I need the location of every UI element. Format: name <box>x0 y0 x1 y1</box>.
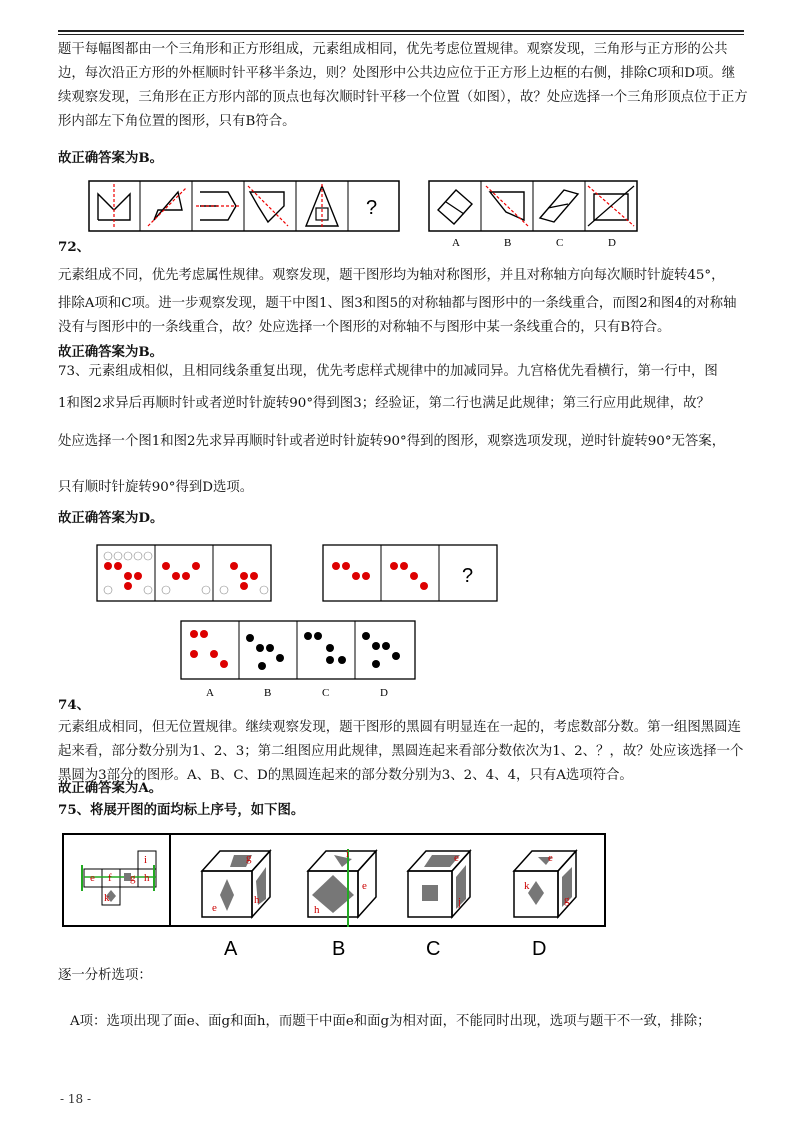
q73-line-1: 73、元素组成相似，且相同线条重复出现，优先考虑样式规律中的加减同异。九宫格优先看横行，第一行中，图 <box>58 364 718 379</box>
q75-option-a-analysis: A项：选项出现了面e、面g和面h，而题干中面e和面g为相对面，不能同时出现，选项与题干不一致，排除； <box>70 1014 711 1029</box>
svg-text:h: h <box>254 894 260 906</box>
q75-option-c: C <box>426 938 441 960</box>
q74-number: 74、 <box>58 697 91 713</box>
svg-text:i: i <box>346 848 350 860</box>
q73-stem-row-2 <box>322 544 498 602</box>
q73-answer: 故正确答案为D。 <box>58 510 164 526</box>
q73-line-2: 1和图2求异后再顺时针或者逆时针旋转90°得到图3；经验证，第二行也满足此规律；第三行应用此规律，故？ <box>58 396 710 411</box>
svg-text:e: e <box>548 852 553 864</box>
svg-text:k: k <box>524 880 530 892</box>
q75-option-d: D <box>532 938 547 960</box>
q72-option-a: A <box>452 237 460 249</box>
svg-text:e: e <box>454 852 459 864</box>
net-face-f: f <box>108 872 112 884</box>
q72-option-d: D <box>608 237 616 249</box>
net-face-i: i <box>144 854 148 866</box>
intro-paragraph: 题干每幅图都由一个三角形和正方形组成，元素组成相同，优先考虑位置规律。观察发现，三角形与正方形的公共边，每次沿正方形的外框顺时针平移半条边，则？处图形中公共边应位于正方形上边框的右侧，排除C项和D项。继续观察发现，三角形在正方形内部的顶点也每次顺时针平移一个位置（如图），故？处应选择一个三角形顶点位于正方形内部左下角位置的图形，只有B符合。 <box>58 42 748 129</box>
svg-text:h: h <box>314 904 320 916</box>
q72-option-c: C <box>556 237 564 249</box>
q74-answer: 故正确答案为A。 <box>58 780 163 796</box>
q73-question-mark: ? <box>462 565 474 587</box>
svg-text:e: e <box>362 880 367 892</box>
q75-option-a: A <box>224 938 238 960</box>
net-face-h: h <box>144 872 150 884</box>
q73-line-3: 处应选择一个图1和图2先求异再顺时针或者逆时针旋转90°得到的图形，观察选项发现，逆时针旋转90°无答案， <box>58 434 726 449</box>
q75-analysis-intro: 逐一分析选项： <box>58 968 152 983</box>
q72-number: 72、 <box>58 239 91 255</box>
q72-stem-figure <box>88 180 400 232</box>
q75-option-b: B <box>332 938 346 960</box>
net-face-e: e <box>90 872 95 884</box>
header-rule-thin <box>58 34 744 35</box>
q72-question-mark: ? <box>366 197 378 219</box>
q73-option-b: B <box>264 687 272 699</box>
svg-text:j: j <box>458 896 462 908</box>
q72-answer: 故正确答案为B。 <box>58 344 164 360</box>
q73-option-d: D <box>380 687 388 699</box>
svg-text:g: g <box>564 894 570 906</box>
page-number: - 18 - <box>60 1092 92 1106</box>
q72-options-figure <box>428 180 640 252</box>
q75-intro: 75、将展开图的面均标上序号，如下图。 <box>58 802 305 818</box>
q72-option-b: B <box>504 237 512 249</box>
net-face-k: k <box>104 892 110 904</box>
q74-text: 元素组成相同，但无位置规律。继续观察发现，题干图形的黑圆有明显连在一起的，考虑数部分数。第一组图黑圆连起来看，部分数分别为1、2、3；第二组图应用此规律，黑圆连起来看部分数依次为1、2、？，故？处应该选择一个黑圆为3部分的图形。A、B、C、D的黑圆连起来的部分数分别为3、2、4、4，只有A选项符合。 <box>58 720 744 783</box>
q73-option-a: A <box>206 687 214 699</box>
net-face-g: g <box>130 872 136 884</box>
q75-figure <box>62 833 608 961</box>
header-rule <box>58 30 744 32</box>
svg-text:g: g <box>246 852 252 864</box>
q72-text-1: 元素组成不同，优先考虑属性规律。观察发现，题干图形均为轴对称图形，并且对称轴方向每次顺时针旋转45°， <box>58 268 725 283</box>
q73-stem-row-1 <box>96 544 272 602</box>
q73-options <box>180 620 416 702</box>
q73-line-4: 只有顺时针旋转90°得到D选项。 <box>58 480 254 495</box>
svg-text:e: e <box>212 902 217 914</box>
q72-text-2: 排除A项和C项。进一步观察发现，题干中图1、图3和图5的对称轴都与图形中的一条线重合，而图2和图4的对称轴没有与图形中的一条线重合，故？处应选择一个图形的对称轴不与图形中某一条线重合的，只有B符合。 <box>58 296 737 335</box>
answer-71: 故正确答案为B。 <box>58 150 164 166</box>
q73-option-c: C <box>322 687 330 699</box>
